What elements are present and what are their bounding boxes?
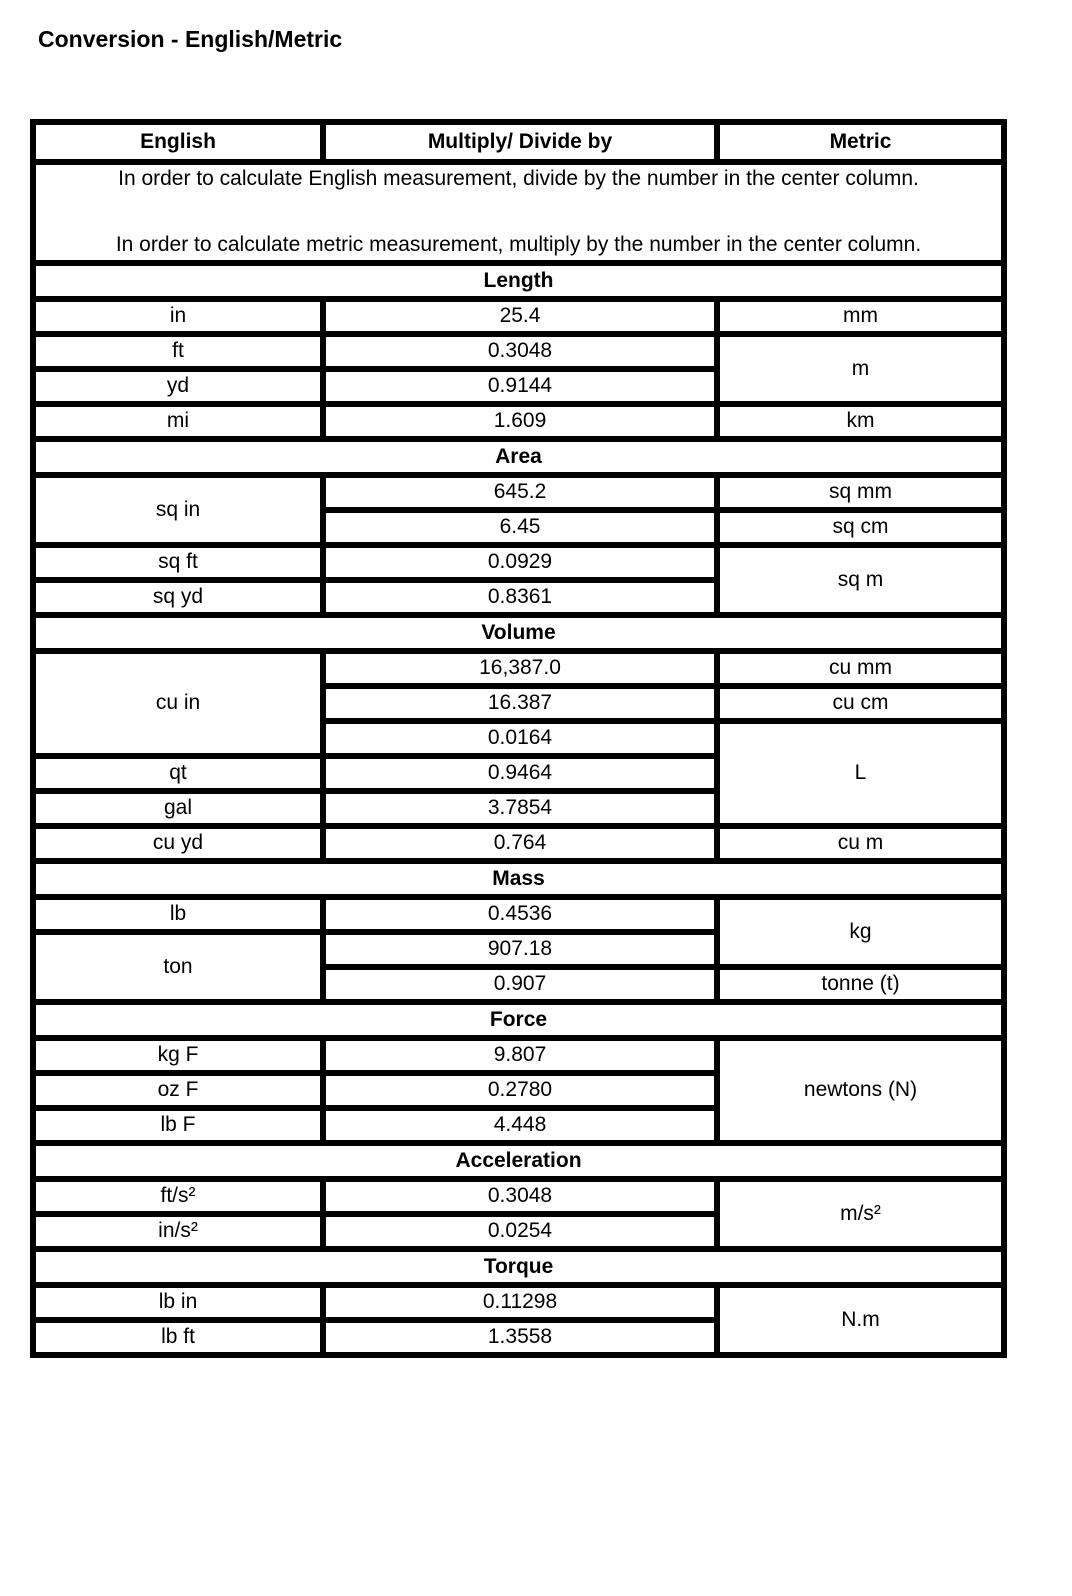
note-line-2: In order to calculate metric measurement, multiply by the number in the center column.	[115, 233, 922, 257]
section-header-volume: Volume	[33, 615, 1004, 651]
col-header-metric: Metric	[717, 122, 1004, 162]
cell-metric: sq mm	[717, 475, 1004, 510]
cell-english: cu yd	[33, 826, 323, 861]
header-row	[33, 122, 1004, 162]
note-line-1: In order to calculate English measurement, divide by the number in the center column.	[118, 167, 919, 190]
cell-factor: 0.764	[323, 826, 717, 861]
cell-factor: 0.8361	[323, 580, 717, 615]
table-row	[33, 404, 1004, 439]
cell-factor: 16,387.0	[323, 651, 717, 686]
table-row	[33, 1179, 1004, 1214]
section-row-torque	[33, 1249, 1004, 1285]
cell-english: kg F	[33, 1038, 323, 1073]
cell-english: sq in	[33, 475, 323, 545]
table-row	[33, 826, 1004, 861]
table-row	[33, 897, 1004, 932]
cell-factor: 1.3558	[323, 1320, 717, 1355]
cell-factor: 3.7854	[323, 791, 717, 826]
cell-factor: 6.45	[323, 510, 717, 545]
cell-factor: 907.18	[323, 932, 717, 967]
cell-english: lb in	[33, 1285, 323, 1320]
cell-factor: 16.387	[323, 686, 717, 721]
section-row-volume	[33, 615, 1004, 651]
section-header-mass: Mass	[33, 861, 1004, 897]
cell-factor: 25.4	[323, 299, 717, 334]
cell-metric: newtons (N)	[717, 1038, 1004, 1143]
note-row	[33, 162, 1004, 263]
section-header-torque: Torque	[33, 1249, 1004, 1285]
cell-metric: N.m	[717, 1285, 1004, 1355]
cell-factor: 0.9144	[323, 369, 717, 404]
cell-english: lb	[33, 897, 323, 932]
cell-factor: 0.3048	[323, 334, 717, 369]
cell-factor: 0.2780	[323, 1073, 717, 1108]
cell-metric: cu mm	[717, 651, 1004, 686]
cell-metric: kg	[717, 897, 1004, 967]
cell-factor: 0.0164	[323, 721, 717, 756]
cell-factor: 0.4536	[323, 897, 717, 932]
cell-english: sq yd	[33, 580, 323, 615]
table-row	[33, 334, 1004, 369]
cell-english: lb ft	[33, 1320, 323, 1355]
cell-factor: 1.609	[323, 404, 717, 439]
table-row	[33, 299, 1004, 334]
cell-metric: tonne (t)	[717, 967, 1004, 1002]
cell-english: cu in	[33, 651, 323, 756]
table-row	[33, 1285, 1004, 1320]
section-row-length	[33, 263, 1004, 299]
cell-factor: 0.3048	[323, 1179, 717, 1214]
cell-english: in	[33, 299, 323, 334]
cell-metric: sq m	[717, 545, 1004, 615]
cell-factor: 9.807	[323, 1038, 717, 1073]
cell-metric: mm	[717, 299, 1004, 334]
section-header-force: Force	[33, 1002, 1004, 1038]
cell-english: qt	[33, 756, 323, 791]
cell-factor: 0.907	[323, 967, 717, 1002]
cell-factor: 0.9464	[323, 756, 717, 791]
table-row	[33, 1038, 1004, 1073]
cell-factor: 0.11298	[323, 1285, 717, 1320]
table-row	[33, 475, 1004, 510]
cell-english: ft/s²	[33, 1179, 323, 1214]
page-title: Conversion - English/Metric	[38, 26, 343, 52]
cell-factor: 645.2	[323, 475, 717, 510]
cell-english: gal	[33, 791, 323, 826]
cell-metric: L	[717, 721, 1004, 826]
table-row	[33, 545, 1004, 580]
note-cell	[33, 162, 1004, 263]
section-header-acceleration: Acceleration	[33, 1143, 1004, 1179]
col-header-english: English	[33, 122, 323, 162]
cell-english: mi	[33, 404, 323, 439]
cell-factor: 0.0929	[323, 545, 717, 580]
cell-english: sq ft	[33, 545, 323, 580]
cell-english: ft	[33, 334, 323, 369]
section-row-mass	[33, 861, 1004, 897]
cell-english: oz F	[33, 1073, 323, 1108]
section-row-acceleration	[33, 1143, 1004, 1179]
cell-metric: sq cm	[717, 510, 1004, 545]
cell-english: ton	[33, 932, 323, 1002]
cell-metric: cu m	[717, 826, 1004, 861]
cell-metric: m/s²	[717, 1179, 1004, 1249]
cell-metric: cu cm	[717, 686, 1004, 721]
section-row-area	[33, 439, 1004, 475]
cell-factor: 0.0254	[323, 1214, 717, 1249]
section-row-force	[33, 1002, 1004, 1038]
cell-metric: m	[717, 334, 1004, 404]
table-row	[33, 651, 1004, 686]
cell-factor: 4.448	[323, 1108, 717, 1143]
section-header-length: Length	[33, 263, 1004, 299]
cell-metric: km	[717, 404, 1004, 439]
cell-english: yd	[33, 369, 323, 404]
cell-english: lb F	[33, 1108, 323, 1143]
col-header-factor: Multiply/ Divide by	[323, 122, 717, 162]
section-header-area: Area	[33, 439, 1004, 475]
cell-english: in/s²	[33, 1214, 323, 1249]
conversion-table	[30, 119, 1007, 1358]
